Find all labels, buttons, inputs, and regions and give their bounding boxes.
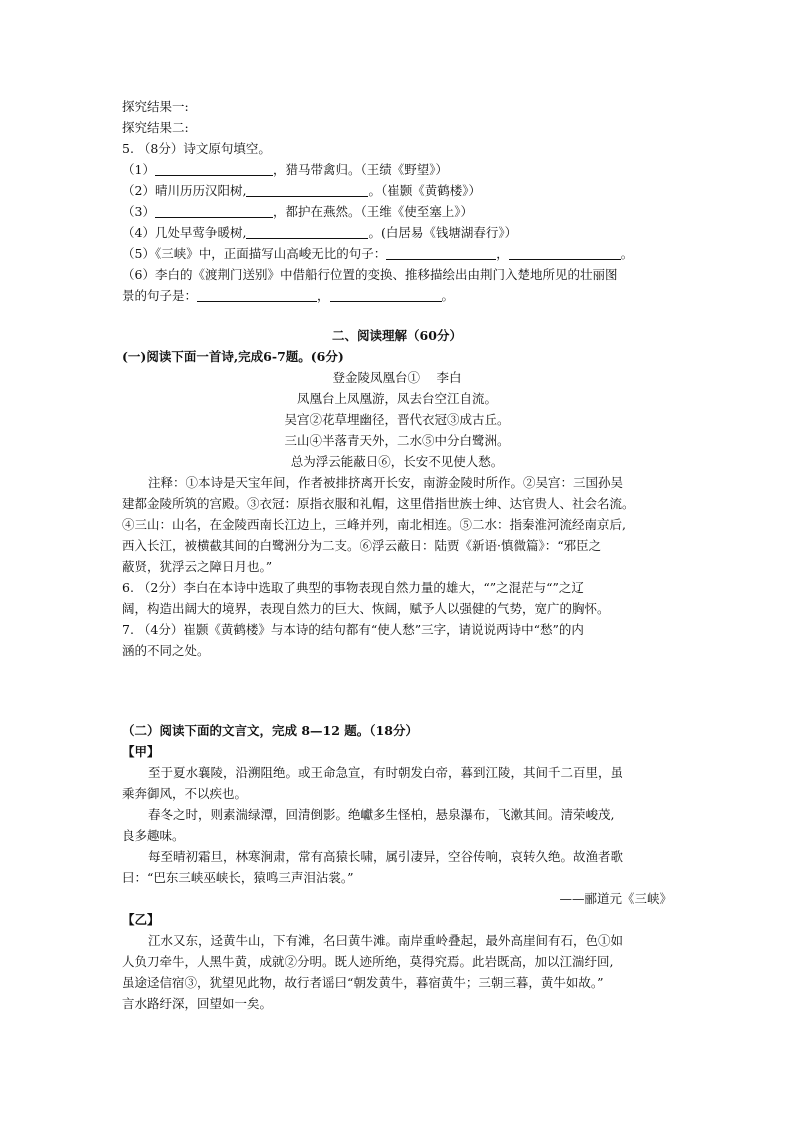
question-6-line: 6. （2分）李白在本诗中选取了典型的事物表现自然力量的雄大，“”之混茫与“”之辽 <box>122 580 584 595</box>
question-5-6-line2 <box>122 285 454 307</box>
poem-line: 吴宫②花草埋幽径，晋代衣冠③成古丘。 <box>284 412 510 427</box>
question-5-3 <box>122 201 473 223</box>
q5-4-suffix: 。(白居易《钱塘湖春行》） <box>368 225 518 240</box>
question-5-heading: 5. （8分）诗文原句填空。 <box>122 141 271 156</box>
q5-2-suffix: 。（崔颢《黄鹤楼》） <box>368 183 481 198</box>
poem-line: 凤凰台上凤凰游，凤去台空江自流。 <box>296 391 497 406</box>
jia-source: ——郦道元《三峡》 <box>559 891 672 906</box>
jia-text-line: 乘奔御风，不以疾也。 <box>122 786 248 801</box>
notes-line: 注释：①本诗是天宝年间，作者被排挤离开长安，南游金陵时所作。②吴宫：三国孙吴 <box>148 475 624 490</box>
jia-text-line: 每至晴初霜旦，林寒涧肃，常有高猿长啸，属引凄异，空谷传响，哀转久绝。故渔者歌 <box>148 849 624 864</box>
q5-6-end: 。 <box>441 288 455 303</box>
yi-label: 【乙】 <box>122 912 160 927</box>
notes-line: 建都金陵所筑的宫殿。③衣冠：原指衣服和礼帽，这里借指世族士绅、达官贵人、社会名流。 <box>122 496 635 511</box>
q5-3-prefix: （3） <box>122 204 155 219</box>
answer-blank[interactable] <box>246 182 368 197</box>
jia-text-line: 良多趣味。 <box>122 828 185 843</box>
notes-line: 西入长江，被横截其间的白鹭洲分为二支。⑥浮云蔽日：陆贾《新语·慎微篇》：“邪臣之 <box>122 538 602 553</box>
q5-3-suffix: ，都护在燕然。（王维《使至塞上》） <box>272 204 473 219</box>
answer-blank[interactable] <box>246 224 368 239</box>
jia-text-line: 春冬之时，则素湍绿潭，回清倒影。绝巘多生怪柏，悬泉瀑布，飞漱其间。清荣峻茂, <box>148 807 615 822</box>
q5-5-end: 。 <box>620 246 634 261</box>
question-6-line: 阔，构造出阔大的境界，表现自然力的巨大、恢阔，赋予人以强健的气势，宽广的胸怀。 <box>122 601 610 616</box>
q5-1-prefix: （1） <box>122 162 155 177</box>
poem-line: 总为浮云能蔽日⑥，长安不见使人愁。 <box>290 454 504 469</box>
q5-1-suffix: ，猎马带禽归。（王绩《野望》） <box>272 162 448 177</box>
q5-2-prefix: （2）晴川历历汉阳树, <box>122 183 247 198</box>
question-5-2 <box>122 180 481 202</box>
jia-label: 【甲】 <box>122 744 160 759</box>
yi-text-line: 言水路纡深，回望如一矣。 <box>122 996 273 1011</box>
answer-blank[interactable] <box>509 245 621 260</box>
notes-line: ④三山：山名，在金陵西南长江边上，三峰并列，南北相连。⑤二水：指秦淮河流经南京后, <box>122 517 626 532</box>
poem-line: 三山④半落青天外，二水⑤中分白鹭洲。 <box>284 433 510 448</box>
result-two-label: 探究结果二: <box>122 120 189 135</box>
subsection-1-title: (一)阅读下面一首诗,完成6-7题。(6分) <box>122 349 344 364</box>
q5-4-prefix: （4）几处早莺争暖树, <box>122 225 247 240</box>
yi-text-line: 人负刀牵牛，人黑牛黄，成就②分明。既人迹所绝，莫得究焉。此岩既高，加以江湍纡回, <box>122 954 614 969</box>
answer-blank[interactable] <box>197 287 317 302</box>
q5-6-separator: ， <box>317 288 330 303</box>
subsection-2-title: （二）阅读下面的文言文，完成 8—12 题。（18分） <box>122 723 418 738</box>
notes-line: 蔽贤，犹浮云之障日月也。” <box>122 559 273 574</box>
yi-text-line: 虽途迳信宿③，犹望见此物，故行者谣曰“朝发黄牛，暮宿黄牛；三朝三暮，黄牛如故。” <box>122 975 604 990</box>
q5-5-separator: ， <box>496 246 509 261</box>
answer-blank[interactable] <box>155 161 273 176</box>
question-5-5 <box>122 243 633 265</box>
jia-text-line: 曰：“巴东三峡巫峡长，猿鸣三声泪沾裳。” <box>122 870 354 885</box>
section-heading: 二、阅读理解（60分） <box>332 328 462 343</box>
yi-text-line: 江水又东，迳黄牛山，下有滩，名曰黄牛滩。南岸重岭叠起，最外高崖间有石，色①如 <box>148 933 624 948</box>
question-5-6-line1: （6）李白的《渡荆门送别》中借船行位置的变换、推移描绘出由荆门入楚地所见的壮丽图 <box>122 267 618 282</box>
poem-title: 登金陵凤凰台① 李白 <box>332 370 462 385</box>
q5-5-prefix: （5）《三峡》中，正面描写山高峻无比的句子： <box>122 246 387 261</box>
jia-text-line: 至于夏水襄陵，沿溯阻绝。或王命急宣，有时朝发白帝，暮到江陵，其间千二百里，虽 <box>148 765 624 780</box>
answer-blank[interactable] <box>155 203 273 218</box>
question-7-line: 7. （4分）崔颢《黄鹤楼》与本诗的结句都有“使人愁”三字，请说说两诗中“愁”的内 <box>122 622 584 637</box>
answer-blank[interactable] <box>330 287 442 302</box>
answer-blank[interactable] <box>386 245 496 260</box>
question-5-1 <box>122 159 448 181</box>
question-7-line: 涵的不同之处。 <box>122 643 210 658</box>
q5-6-prefix: 景的句子是： <box>122 288 198 303</box>
question-5-4 <box>122 222 517 244</box>
result-one-label: 探究结果一: <box>122 99 189 114</box>
